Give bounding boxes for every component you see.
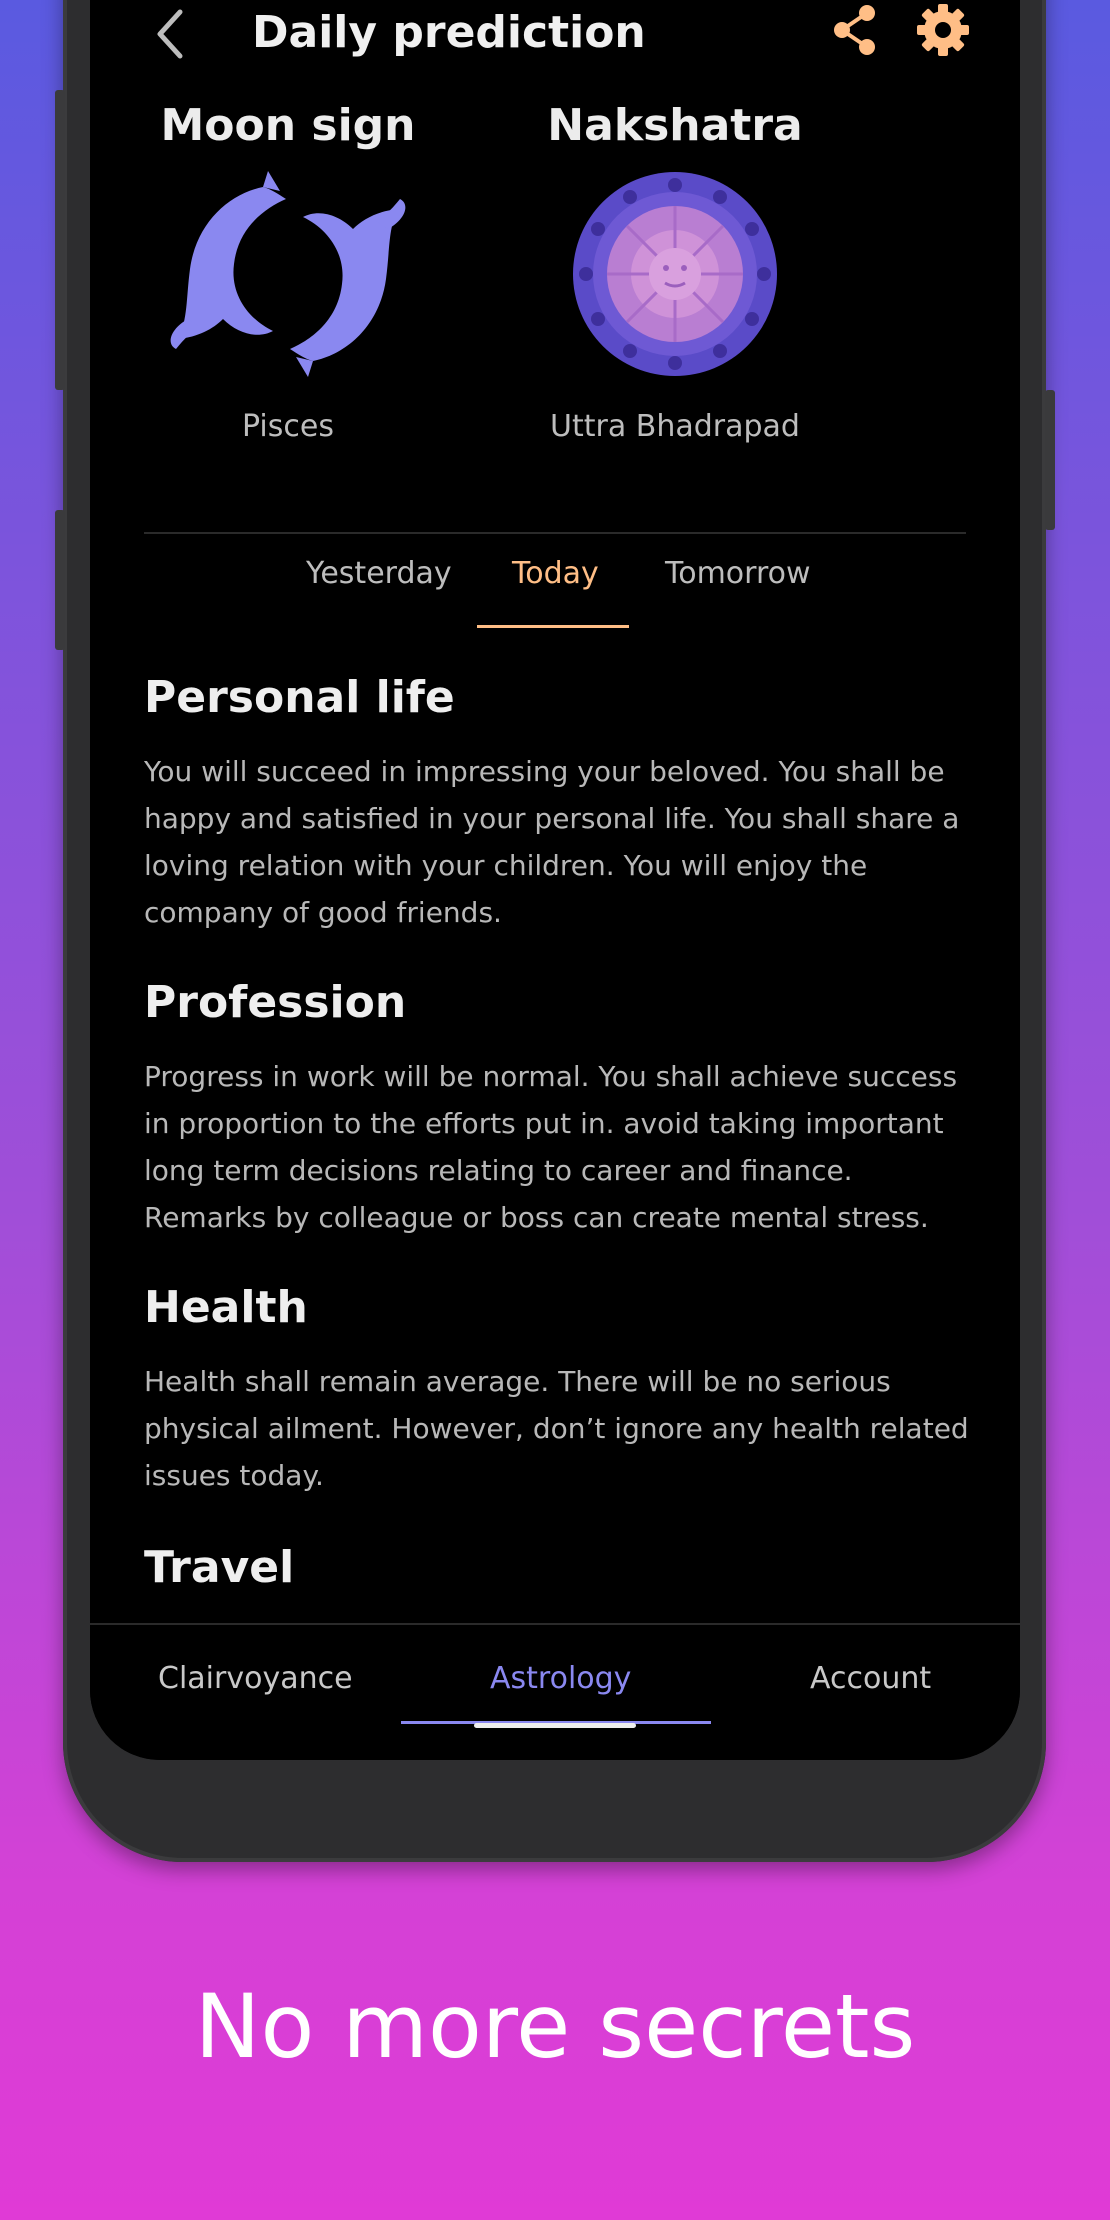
promo-caption: No more secrets bbox=[194, 1975, 916, 2078]
section-title-personal-life: Personal life bbox=[144, 672, 455, 723]
moon-sign-block bbox=[123, 100, 453, 444]
side-button bbox=[55, 510, 65, 650]
tab-today[interactable]: Today bbox=[512, 556, 599, 591]
tab-yesterday[interactable]: Yesterday bbox=[306, 556, 452, 591]
nakshatra-block bbox=[510, 100, 840, 444]
share-icon[interactable] bbox=[825, 0, 885, 60]
pisces-fish-icon bbox=[168, 169, 408, 379]
tab-today-indicator bbox=[477, 625, 629, 628]
nakshatra-zodiac-wheel-icon bbox=[555, 169, 795, 379]
page-title: Daily prediction bbox=[252, 7, 646, 58]
app-screen bbox=[90, 0, 1020, 1760]
back-arrow-icon[interactable] bbox=[150, 6, 190, 62]
section-title-travel: Travel bbox=[144, 1542, 295, 1593]
section-text-profession: Progress in work will be normal. You shall achieve success in proportion to the efforts put in. avoid taking important long term decisions relating to career and finance. Remarks by colleague or boss can create mental stress. bbox=[144, 1060, 958, 1234]
home-indicator[interactable] bbox=[474, 1723, 636, 1728]
power-button bbox=[1045, 390, 1055, 530]
nav-clairvoyance[interactable]: Clairvoyance bbox=[158, 1661, 353, 1696]
tab-tomorrow[interactable]: Tomorrow bbox=[665, 556, 811, 591]
nav-astrology[interactable]: Astrology bbox=[490, 1661, 632, 1696]
settings-gear-icon[interactable] bbox=[913, 0, 973, 60]
nav-account[interactable]: Account bbox=[810, 1661, 932, 1696]
bottom-nav bbox=[90, 1623, 1020, 1760]
section-text-personal-life: You will succeed in impressing your beloved. You shall be happy and satisfied in your personal life. You shall share a loving relation with your children. You will enjoy the company of good friends. bbox=[144, 755, 960, 929]
nakshatra-name: Uttra Bhadrapad bbox=[550, 409, 800, 444]
nakshatra-heading: Nakshatra bbox=[547, 100, 803, 151]
top-bar bbox=[90, 0, 1020, 80]
moon-sign-name: Pisces bbox=[242, 409, 334, 444]
section-title-profession: Profession bbox=[144, 977, 407, 1028]
section-text-health: Health shall remain average. There will be no serious physical ailment. However, don’t ignore any health related issues today. bbox=[144, 1365, 969, 1492]
divider bbox=[144, 532, 966, 534]
moon-sign-heading: Moon sign bbox=[160, 100, 416, 151]
section-title-health: Health bbox=[144, 1282, 308, 1333]
volume-button bbox=[55, 90, 65, 390]
